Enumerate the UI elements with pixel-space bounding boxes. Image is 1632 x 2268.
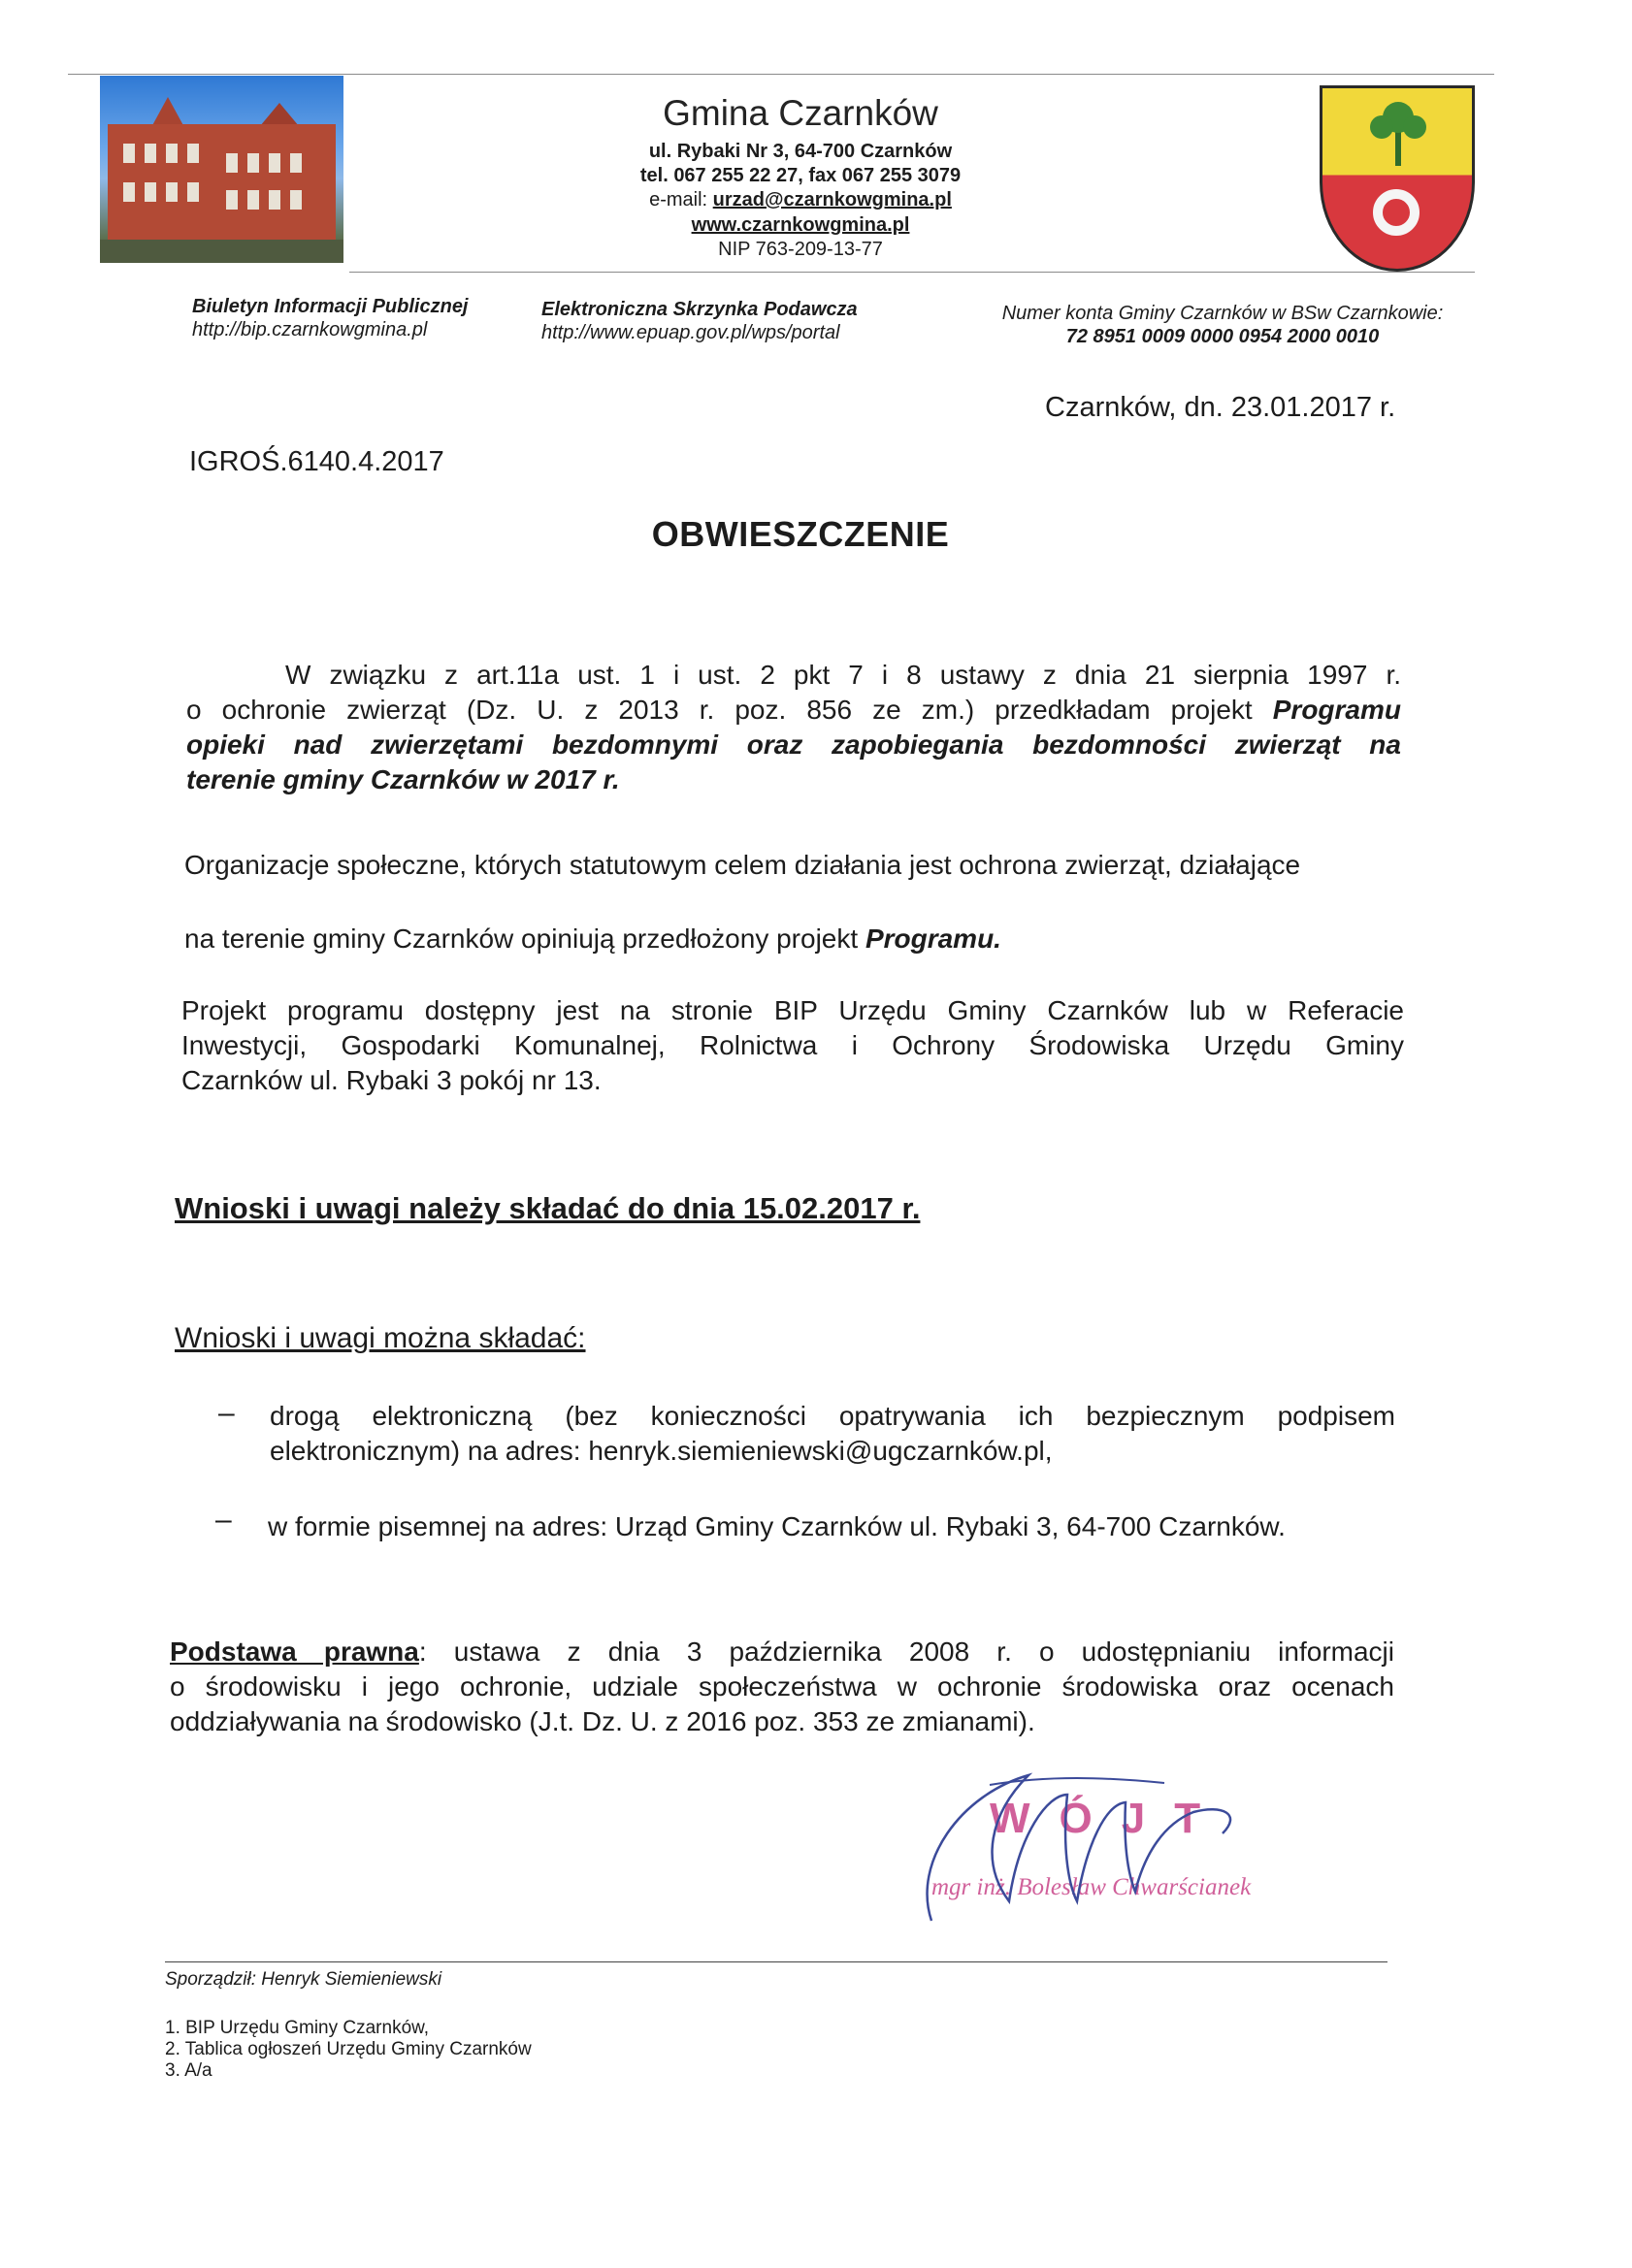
p1-line-1: W związku z art.11a ust. 1 i ust. 2 pkt 7 i 8 ustawy z dnia 21 sierpnia 1997 r. (285, 660, 1401, 690)
bip-url[interactable]: http://bip.czarnkowgmina.pl (192, 319, 428, 340)
stamp-name: mgr inż. Bolesław Chwarścianek (931, 1874, 1252, 1900)
p1-line-4: terenie gminy Czarnków w 2017 r. (186, 764, 620, 794)
epuap-url[interactable]: http://www.epuap.gov.pl/wps/portal (541, 322, 840, 343)
epuap-label: Elektroniczna Skrzynka Podawcza (541, 299, 858, 320)
bullet-dash-2: – (215, 1504, 232, 1536)
org-nip: NIP 763-209-13-77 (718, 239, 883, 260)
bullet-dash-1: – (218, 1397, 235, 1429)
distribution-list (165, 2018, 532, 2082)
account-label: Numer konta Gminy Czarnków w BSw Czarnkowie: (1001, 303, 1444, 324)
legal-line-1: Podstawa prawna: ustawa z dnia 3 października 2008 r. o udostępnianiu informacji (170, 1636, 1394, 1667)
method-1 (270, 1399, 1395, 1469)
legal-basis-label: Podstawa prawna (170, 1636, 419, 1667)
signature-stamp (873, 1756, 1320, 1940)
method-1-line-2: elektronicznym) na adres: henryk.siemieniewski@ugczarnków.pl, (270, 1436, 1053, 1466)
legal-basis (170, 1635, 1394, 1739)
account-number: 72 8951 0009 0000 0954 2000 0010 (1065, 326, 1380, 347)
handwritten-signature (873, 1756, 1320, 1940)
method-1-line-1: drogą elektroniczną (bez konieczności opatrywania ich bezpiecznym podpisem (270, 1401, 1395, 1431)
legal-line-3: oddziaływania na środowisko (J.t. Dz. U. z 2016 poz. 353 ze zmianami). (170, 1706, 1035, 1736)
org-phone: tel. 067 255 22 27, fax 067 255 3079 (639, 165, 962, 186)
wreath-icon (1373, 189, 1420, 236)
epuap-block (541, 298, 858, 344)
account-block (975, 302, 1470, 348)
p3-line-2: Inwestycji, Gospodarki Komunalnej, Rolnictwa i Ochrony Środowiska Urzędu Gminy (181, 1030, 1404, 1060)
stamp-title: WÓJT (990, 1795, 1230, 1842)
header-top-rule (68, 74, 1494, 75)
header-bottom-rule (349, 272, 1475, 273)
footer-rule (165, 1961, 1387, 1962)
paragraph-2-line-1: Organizacje społeczne, których statutowym celem działania jest ochrona zwierząt, działające (184, 850, 1301, 880)
website-link[interactable]: www.czarnkowgmina.pl (691, 214, 910, 236)
p1-line-2: o ochronie zwierząt (Dz. U. z 2013 r. poz. 856 ze zm.) przedkładam projekt Programu (186, 695, 1401, 725)
org-email-line (543, 189, 1058, 211)
distribution-item: 2. Tablica ogłoszeń Urzędu Gminy Czarnków (165, 2039, 532, 2059)
oak-tree-icon (1364, 96, 1432, 168)
document-date: Czarnków, dn. 23.01.2017 r. (1045, 392, 1396, 423)
methods-heading: Wnioski i uwagi można składać: (175, 1322, 586, 1354)
bip-label: Biuletyn Informacji Publicznej (192, 296, 469, 317)
legal-line-2: o środowisku i jego ochronie, udziale społeczeństwa w ochronie środowiska oraz ocenach (170, 1671, 1394, 1701)
prepared-by: Sporządził: Henryk Siemieniewski (165, 1969, 442, 1990)
method-2: w formie pisemnej na adres: Urząd Gminy Czarnków ul. Rybaki 3, 64-700 Czarnków. (268, 1511, 1286, 1541)
town-hall-photo (100, 76, 343, 263)
org-name: Gmina Czarnków (663, 93, 938, 133)
paragraph-1 (186, 658, 1401, 797)
email-link[interactable]: urzad@czarnkowgmina.pl (712, 189, 952, 211)
p3-line-1: Projekt programu dostępny jest na stronie BIP Urzędu Gminy Czarnków lub w Referacie (181, 995, 1404, 1025)
document-title: OBWIESZCZENIE (651, 514, 950, 554)
paragraph-3 (181, 993, 1404, 1098)
submission-deadline: Wnioski i uwagi należy składać do dnia 15.02.2017 r. (175, 1191, 921, 1225)
distribution-item: 3. A/a (165, 2060, 212, 2081)
distribution-item: 1. BIP Urzędu Gminy Czarnków, (165, 2018, 430, 2038)
p1-line-3: opieki nad zwierzętami bezdomnymi oraz zapobiegania bezdomności zwierząt na (186, 729, 1401, 760)
bip-block (192, 295, 469, 341)
email-prefix: e-mail: (649, 189, 708, 211)
org-address: ul. Rybaki Nr 3, 64-700 Czarnków (648, 141, 953, 162)
document-reference: IGROŚ.6140.4.2017 (189, 446, 444, 477)
coat-of-arms (1320, 85, 1475, 272)
paragraph-2-line-2: na terenie gminy Czarnków opiniują przedłożony projekt Programu. (184, 923, 1001, 954)
p3-line-3: Czarnków ul. Rybaki 3 pokój nr 13. (181, 1065, 602, 1095)
